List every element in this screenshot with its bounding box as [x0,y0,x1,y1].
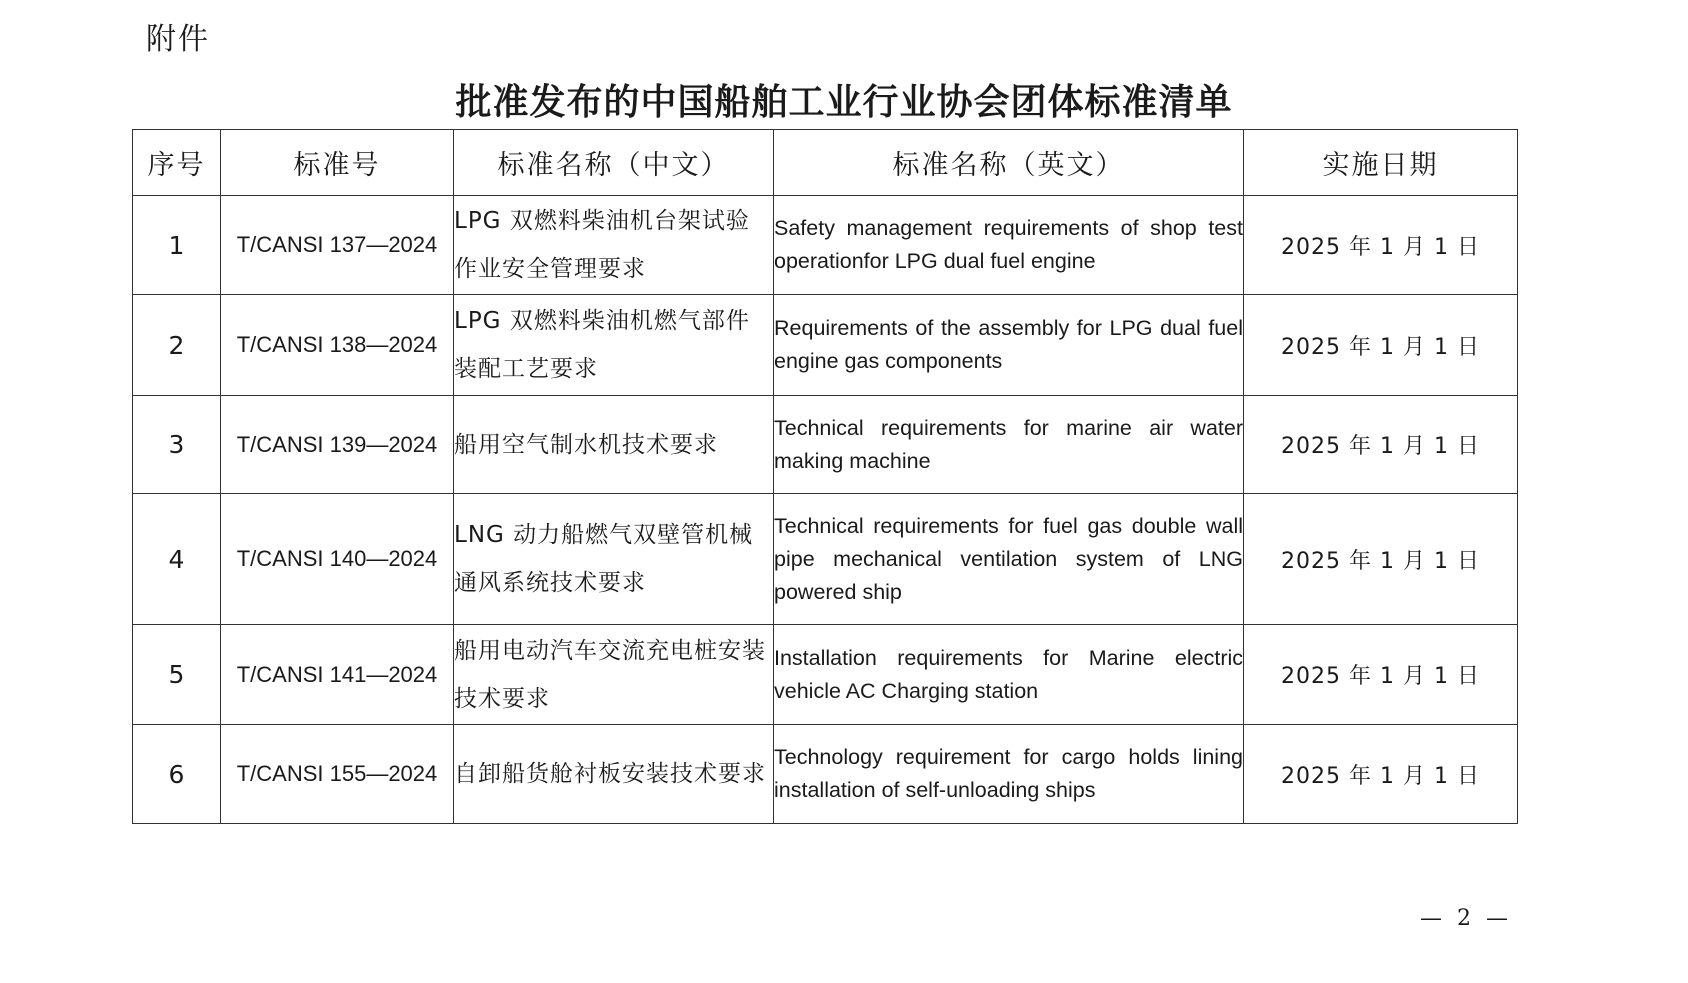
table-row [133,494,1518,625]
row-date: 2025 年 1 月 1 日 [1244,625,1518,725]
row-seq: 1 [133,196,221,295]
row-standard-code: T/CANSI 140—2024 [221,494,454,625]
row-name-cn: 自卸船货舱衬板安装技术要求 [454,725,774,824]
row-name-en: Safety management requirements of shop test operationfor LPG dual fuel engine [774,196,1244,295]
row-name-en: Technical requirements for fuel gas double wall pipe mechanical ventilation system of LNG powered ship [774,494,1244,625]
page-number: — 2 — [1420,906,1512,931]
row-standard-code: T/CANSI 139—2024 [221,396,454,494]
row-name-cn: LNG 动力船燃气双壁管机械通风系统技术要求 [454,494,774,625]
row-name-en: Requirements of the assembly for LPG dual fuel engine gas components [774,295,1244,396]
row-name-cn: LPG 双燃料柴油机燃气部件装配工艺要求 [454,295,774,396]
table-row [133,196,1518,295]
row-name-cn: 船用空气制水机技术要求 [454,396,774,494]
row-name-en: Installation requirements for Marine electric vehicle AC Charging station [774,625,1244,725]
row-date: 2025 年 1 月 1 日 [1244,196,1518,295]
row-standard-code: T/CANSI 141—2024 [221,625,454,725]
row-seq: 2 [133,295,221,396]
row-date: 2025 年 1 月 1 日 [1244,494,1518,625]
row-name-en: Technology requirement for cargo holds lining installation of self-unloading ships [774,725,1244,824]
row-standard-code: T/CANSI 138—2024 [221,295,454,396]
row-standard-code: T/CANSI 137—2024 [221,196,454,295]
document-title: 批准发布的中国船舶工业行业协会团体标准清单 [455,81,1233,123]
header-date: 实施日期 [1244,130,1518,196]
attachment-label: 附件 [146,22,210,57]
table-header-row [133,130,1518,196]
row-seq: 6 [133,725,221,824]
table-row [133,396,1518,494]
row-seq: 4 [133,494,221,625]
table-row [133,295,1518,396]
row-seq: 3 [133,396,221,494]
table-row [133,725,1518,824]
row-date: 2025 年 1 月 1 日 [1244,725,1518,824]
row-name-cn: 船用电动汽车交流充电桩安装技术要求 [454,625,774,725]
row-name-en: Technical requirements for marine air water making machine [774,396,1244,494]
row-date: 2025 年 1 月 1 日 [1244,295,1518,396]
row-seq: 5 [133,625,221,725]
header-seq: 序号 [133,130,221,196]
row-name-cn: LPG 双燃料柴油机台架试验作业安全管理要求 [454,196,774,295]
header-name-en: 标准名称（英文） [774,130,1244,196]
standards-table [132,129,1518,824]
header-name-cn: 标准名称（中文） [454,130,774,196]
header-code: 标准号 [221,130,454,196]
row-date: 2025 年 1 月 1 日 [1244,396,1518,494]
row-standard-code: T/CANSI 155—2024 [221,725,454,824]
table-row [133,625,1518,725]
